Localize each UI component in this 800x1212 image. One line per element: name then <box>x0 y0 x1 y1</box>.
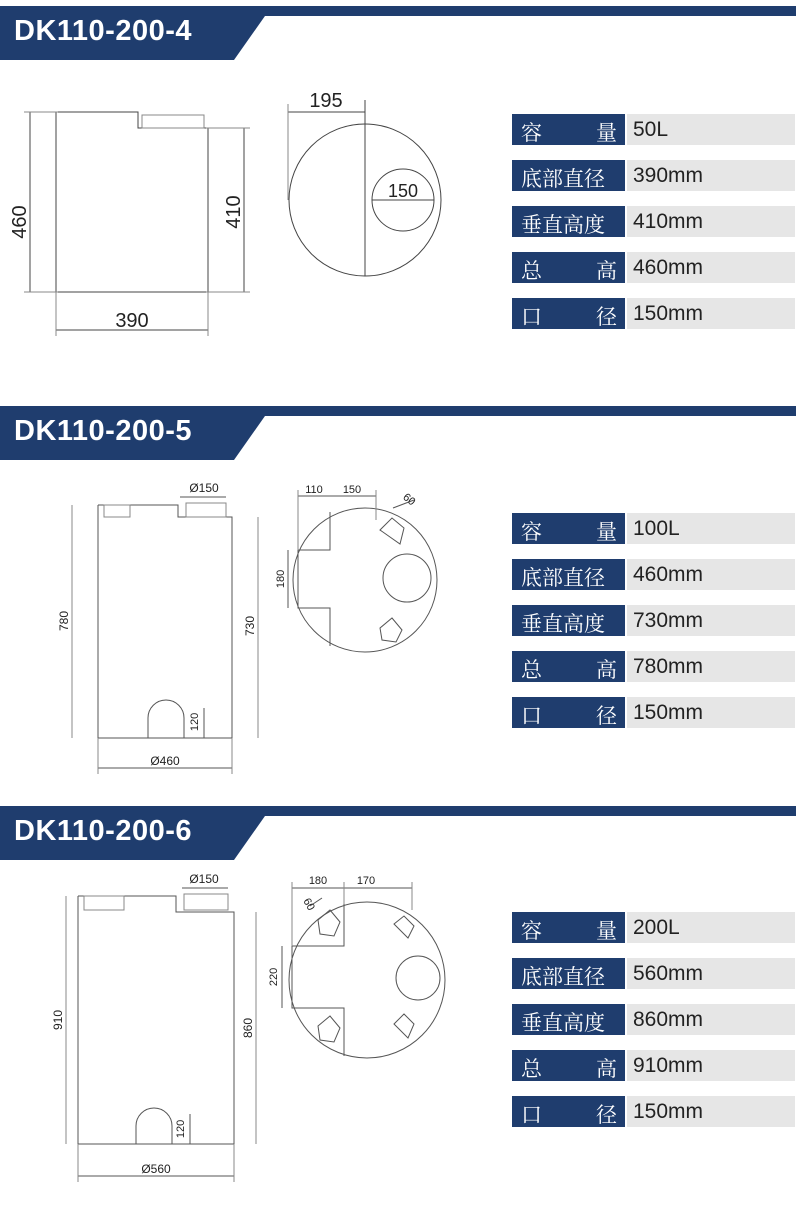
spec-row-total-height <box>512 651 795 682</box>
spec-label-text <box>521 255 617 285</box>
technical-drawing <box>0 800 500 1212</box>
spec-label <box>521 700 617 730</box>
spec-value: 460mm <box>627 559 795 590</box>
spec-value: 390mm <box>627 160 795 191</box>
plan-dim-a: 180 <box>308 875 328 887</box>
spec-label-char: 总 <box>521 1057 542 1081</box>
spec-label: 底部直径 <box>521 965 605 989</box>
spec-row-opening <box>512 298 795 329</box>
spec-label <box>521 117 617 147</box>
spec-label <box>521 301 617 331</box>
spec-value: 780mm <box>627 651 795 682</box>
spec-label-char: 径 <box>596 305 617 329</box>
opening-label: Ø150 <box>189 481 219 495</box>
spec-label-char: 容 <box>521 121 542 145</box>
spec-label <box>521 516 617 546</box>
spec-row-capacity <box>512 912 795 943</box>
section-dk110-200-5 <box>0 400 800 800</box>
spec-value: 460mm <box>627 252 795 283</box>
spec-row-vertical-height <box>512 206 795 237</box>
spec-label <box>521 1053 617 1083</box>
spec-label-char: 量 <box>596 919 617 943</box>
vertical-height-label: 860 <box>241 1017 255 1039</box>
outlet-height-label: 120 <box>175 1119 187 1139</box>
plan-dim-a: 110 <box>305 484 323 496</box>
spec-row-vertical-height <box>512 1004 795 1035</box>
spec-value: 50L <box>627 114 795 145</box>
spec-label-text <box>521 915 617 945</box>
spec-label <box>521 915 617 945</box>
plan-dim-d: 60 <box>300 896 317 913</box>
spec-value: 150mm <box>627 697 795 728</box>
spec-label-text <box>521 516 617 546</box>
spec-label-char: 高 <box>596 1057 617 1081</box>
spec-row-bottom-diameter <box>512 559 795 590</box>
spec-value: 910mm <box>627 1050 795 1081</box>
spec-label-char: 高 <box>596 259 617 283</box>
spec-value: 100L <box>627 513 795 544</box>
total-height-label: 780 <box>57 610 71 632</box>
spec-label-text <box>521 700 617 730</box>
spec-label-char: 总 <box>521 259 542 283</box>
plan-dim-c: 220 <box>268 967 280 987</box>
plan-dim-b: 170 <box>356 875 376 887</box>
plan-dim-c: 180 <box>275 569 287 589</box>
spec-value: 150mm <box>627 1096 795 1127</box>
spec-label-text <box>521 117 617 147</box>
spec-label-text <box>521 1053 617 1083</box>
model-title: DK110-200-4 <box>14 15 192 47</box>
spec-row-capacity <box>512 513 795 544</box>
spec-label-text <box>521 1099 617 1129</box>
spec-row-total-height <box>512 252 795 283</box>
spec-row-opening <box>512 697 795 728</box>
outlet-height-label: 120 <box>189 712 201 732</box>
spec-label-char: 径 <box>596 704 617 728</box>
spec-label-char: 径 <box>596 1103 617 1127</box>
spec-label-text <box>521 654 617 684</box>
vertical-height-label: 730 <box>243 615 257 637</box>
total-height-label: 910 <box>51 1009 65 1031</box>
spec-value: 730mm <box>627 605 795 636</box>
spec-label-char: 容 <box>521 520 542 544</box>
spec-label-char: 量 <box>596 121 617 145</box>
spec-label-char: 口 <box>521 704 542 728</box>
spec-label-char: 总 <box>521 658 542 682</box>
top-offset-label: 195 <box>309 90 343 112</box>
spec-row-capacity <box>512 114 795 145</box>
spec-label-char: 量 <box>596 520 617 544</box>
spec-label: 垂直高度 <box>521 612 605 636</box>
opening-label: Ø150 <box>189 872 219 886</box>
total-height-label: 460 <box>9 205 31 239</box>
spec-value: 150mm <box>627 298 795 329</box>
technical-drawing <box>0 0 500 400</box>
spec-label: 垂直高度 <box>521 1011 605 1035</box>
bottom-diameter-label: Ø460 <box>150 754 180 768</box>
bottom-diameter-label: 390 <box>115 310 149 332</box>
spec-row-bottom-diameter <box>512 160 795 191</box>
spec-label <box>521 654 617 684</box>
plan-dim-d: 60 <box>400 491 418 509</box>
vertical-height-label: 410 <box>223 195 245 229</box>
technical-drawing <box>0 400 500 800</box>
spec-value: 410mm <box>627 206 795 237</box>
model-title: DK110-200-5 <box>14 415 192 447</box>
spec-label: 垂直高度 <box>521 213 605 237</box>
section-dk110-200-4 <box>0 0 800 400</box>
spec-row-bottom-diameter <box>512 958 795 989</box>
spec-row-vertical-height <box>512 605 795 636</box>
spec-label-char: 口 <box>521 1103 542 1127</box>
spec-label-char: 高 <box>596 658 617 682</box>
spec-label: 底部直径 <box>521 566 605 590</box>
spec-label: 底部直径 <box>521 167 605 191</box>
spec-value: 860mm <box>627 1004 795 1035</box>
spec-label <box>521 255 617 285</box>
spec-row-total-height <box>512 1050 795 1081</box>
plan-dim-b: 150 <box>342 484 362 496</box>
opening-label: 150 <box>387 181 419 201</box>
spec-value: 560mm <box>627 958 795 989</box>
spec-row-opening <box>512 1096 795 1127</box>
spec-label <box>521 1099 617 1129</box>
spec-label-char: 容 <box>521 919 542 943</box>
spec-label-text <box>521 301 617 331</box>
bottom-diameter-label: Ø560 <box>141 1162 171 1176</box>
spec-label-char: 口 <box>521 305 542 329</box>
section-dk110-200-6 <box>0 800 800 1212</box>
spec-value: 200L <box>627 912 795 943</box>
model-title: DK110-200-6 <box>14 815 192 847</box>
